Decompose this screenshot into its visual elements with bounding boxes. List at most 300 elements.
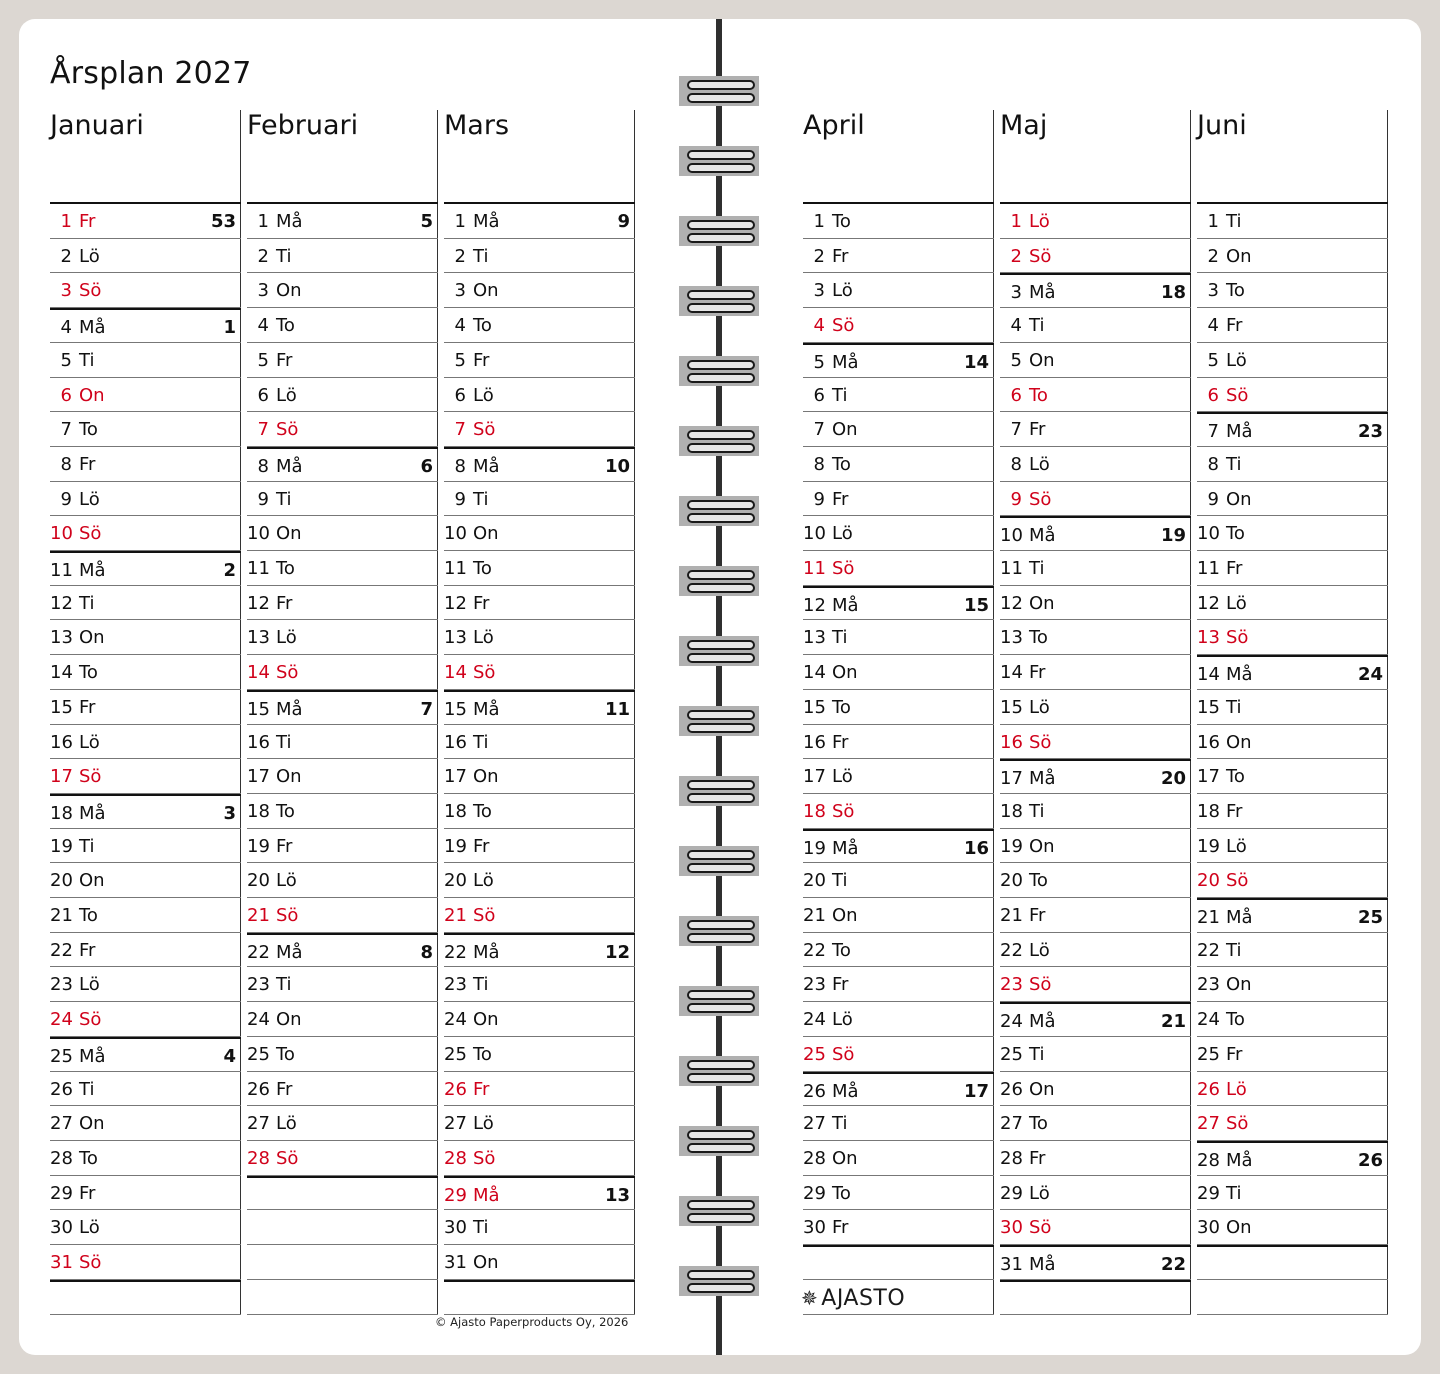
day-list: [50, 204, 241, 1315]
weekday-name: Må: [79, 317, 106, 339]
day-row: [444, 273, 635, 308]
day-row: [803, 655, 994, 690]
day-number: 25: [1000, 1043, 1023, 1065]
weekday-name: Fr: [79, 211, 96, 232]
day-row: [803, 725, 994, 760]
week-number: 1: [223, 317, 236, 339]
empty-row: [1197, 1245, 1388, 1280]
weekday-name: Må: [473, 1184, 500, 1206]
day-list: [1000, 204, 1191, 1315]
day-number: 27: [247, 1113, 270, 1135]
day-number: 22: [1197, 939, 1220, 961]
day-row: [444, 204, 635, 239]
weekday-name: On: [473, 523, 499, 545]
weekday-name: To: [79, 905, 98, 927]
day-number: 11: [247, 558, 270, 580]
weekday-name: Lö: [79, 245, 100, 267]
day-row: [1000, 1176, 1191, 1211]
weekday-name: Fr: [473, 349, 490, 371]
day-row: [50, 759, 241, 794]
day-number: 22: [444, 941, 467, 963]
day-row: [1000, 967, 1191, 1002]
weekday-name: Ti: [832, 627, 848, 649]
day-number: 13: [803, 627, 826, 649]
day-number: 11: [50, 560, 73, 582]
weekday-name: Ti: [79, 592, 95, 614]
day-row: [444, 551, 635, 586]
day-number: 9: [60, 488, 72, 510]
day-number: 15: [803, 696, 826, 718]
week-number: 8: [420, 941, 433, 963]
day-row: [50, 725, 241, 760]
weekday-name: Fr: [1226, 315, 1243, 337]
day-number: 27: [444, 1113, 467, 1135]
day-row: [1000, 378, 1191, 413]
day-row: [1000, 482, 1191, 517]
weekday-name: Lö: [473, 870, 494, 892]
day-number: 21: [247, 905, 270, 927]
weekday-name: Lö: [79, 731, 100, 753]
week-number: 11: [604, 698, 630, 720]
empty-row: [1000, 1280, 1191, 1315]
day-number: 8: [454, 455, 466, 477]
weekday-name: On: [473, 1009, 499, 1031]
day-row: [50, 273, 241, 308]
weekday-name: On: [1226, 488, 1252, 510]
weekday-name: Må: [276, 698, 303, 720]
day-number: 21: [803, 905, 826, 927]
weekday-name: To: [79, 1147, 98, 1169]
binding-ring: [679, 286, 759, 316]
day-number: 4: [454, 315, 466, 337]
weekday-name: Lö: [79, 974, 100, 996]
weekday-name: Fr: [79, 1182, 96, 1204]
weekday-name: Sö: [79, 766, 102, 788]
day-row: [1197, 1141, 1388, 1176]
weekday-name: Lö: [473, 1113, 494, 1135]
weekday-name: To: [1029, 870, 1048, 892]
weekday-name: Fr: [473, 835, 490, 857]
day-row: [1197, 655, 1388, 690]
day-number: 19: [444, 835, 467, 857]
day-row: [1197, 378, 1388, 413]
binding-ring: [679, 1126, 759, 1156]
day-number: 19: [1000, 835, 1023, 857]
weekday-name: Sö: [276, 419, 299, 441]
week-number: 23: [1357, 421, 1383, 443]
day-row: [1197, 794, 1388, 829]
weekday-name: Må: [1029, 1254, 1056, 1276]
day-number: 17: [247, 766, 270, 788]
day-row: [444, 1176, 635, 1211]
day-row: [444, 412, 635, 447]
day-number: 4: [1010, 315, 1022, 337]
day-row: [444, 343, 635, 378]
day-row: [803, 239, 994, 274]
empty-row: [444, 1280, 635, 1315]
day-number: 25: [803, 1043, 826, 1065]
day-row: [444, 967, 635, 1002]
day-number: 23: [1000, 974, 1023, 996]
day-number: 25: [50, 1045, 73, 1067]
day-number: 30: [803, 1217, 826, 1239]
weekday-name: Sö: [473, 1147, 496, 1169]
weekday-name: Må: [832, 837, 859, 859]
day-number: 21: [50, 905, 73, 927]
day-row: [1000, 412, 1191, 447]
binding-ring: [679, 1056, 759, 1086]
day-number: 14: [50, 662, 73, 684]
day-number: 9: [257, 488, 269, 510]
weekday-name: Sö: [79, 280, 102, 302]
day-number: 7: [454, 419, 466, 441]
day-row: [1000, 794, 1191, 829]
weekday-name: Ti: [276, 245, 292, 267]
day-number: 17: [444, 766, 467, 788]
weekday-name: Ti: [276, 974, 292, 996]
weekday-name: Lö: [832, 523, 853, 545]
binding-ring: [679, 496, 759, 526]
day-row: [803, 482, 994, 517]
empty-row: [247, 1245, 438, 1280]
day-number: 26: [247, 1078, 270, 1100]
day-row: [247, 794, 438, 829]
day-number: 28: [1197, 1149, 1220, 1171]
day-number: 18: [247, 800, 270, 822]
day-row: [803, 1037, 994, 1072]
day-number: 5: [257, 349, 269, 371]
day-number: 30: [50, 1217, 73, 1239]
day-number: 16: [50, 731, 73, 753]
day-list: [247, 204, 438, 1315]
day-number: 28: [50, 1147, 73, 1169]
fold-line-right: [1355, 1339, 1421, 1355]
weekday-name: Lö: [1029, 453, 1050, 475]
day-row: [1000, 898, 1191, 933]
day-row: [50, 1072, 241, 1107]
weekday-name: Sö: [276, 905, 299, 927]
weekday-name: Må: [473, 941, 500, 963]
day-row: [1000, 725, 1191, 760]
day-row: [1000, 586, 1191, 621]
day-number: 27: [803, 1113, 826, 1135]
weekday-name: To: [1029, 627, 1048, 649]
day-number: 29: [1197, 1182, 1220, 1204]
day-number: 2: [60, 245, 72, 267]
weekday-name: Fr: [276, 1078, 293, 1100]
weekday-name: Fr: [832, 245, 849, 267]
day-row: [444, 239, 635, 274]
day-number: 21: [1197, 907, 1220, 929]
weekday-name: Fr: [832, 974, 849, 996]
weekday-name: Ti: [79, 1078, 95, 1100]
day-number: 9: [1207, 488, 1219, 510]
weekday-name: On: [1226, 245, 1252, 267]
day-number: 22: [803, 939, 826, 961]
day-row: [444, 898, 635, 933]
weekday-name: To: [276, 315, 295, 337]
weekday-name: Fr: [1029, 905, 1046, 927]
copyright-text: © Ajasto Paperproducts Oy, 2026: [435, 1315, 629, 1329]
day-row: [1197, 586, 1388, 621]
weekday-name: Ti: [832, 1113, 848, 1135]
binding-ring: [679, 776, 759, 806]
day-row: [1197, 620, 1388, 655]
day-number: 12: [50, 592, 73, 614]
day-number: 29: [50, 1182, 73, 1204]
day-row: [1000, 933, 1191, 968]
day-number: 2: [1010, 245, 1022, 267]
day-number: 8: [813, 453, 825, 475]
day-row: [247, 863, 438, 898]
month-name: April: [803, 110, 865, 141]
day-row: [1000, 343, 1191, 378]
day-list: [803, 204, 994, 1315]
day-row: [247, 516, 438, 551]
weekday-name: On: [832, 1147, 858, 1169]
day-row: [803, 1176, 994, 1211]
weekday-name: Lö: [473, 627, 494, 649]
day-number: 12: [444, 592, 467, 614]
day-row: [444, 933, 635, 968]
day-row: [247, 933, 438, 968]
day-row: [444, 308, 635, 343]
day-row: [50, 516, 241, 551]
weekday-name: On: [79, 870, 105, 892]
day-number: 4: [60, 317, 72, 339]
day-row: [444, 1106, 635, 1141]
day-list: [1197, 204, 1388, 1315]
weekday-name: To: [832, 211, 851, 232]
weekday-name: Ti: [79, 835, 95, 857]
day-number: 1: [1010, 211, 1022, 232]
day-number: 15: [444, 698, 467, 720]
week-number: 25: [1357, 907, 1383, 929]
day-number: 7: [1207, 421, 1219, 443]
weekday-name: Lö: [1029, 1182, 1050, 1204]
day-number: 30: [1197, 1217, 1220, 1239]
day-row: [50, 967, 241, 1002]
weekday-name: Lö: [1226, 349, 1247, 371]
weekday-name: Sö: [276, 1147, 299, 1169]
day-number: 8: [60, 453, 72, 475]
weekday-name: Sö: [473, 419, 496, 441]
day-number: 9: [813, 488, 825, 510]
weekday-name: Fr: [1029, 1147, 1046, 1169]
day-row: [247, 655, 438, 690]
weekday-name: To: [832, 1182, 851, 1204]
day-number: 16: [803, 731, 826, 753]
day-row: [1197, 273, 1388, 308]
day-row: [803, 586, 994, 621]
weekday-name: Sö: [832, 800, 855, 822]
day-row: [803, 1072, 994, 1107]
weekday-name: Sö: [832, 558, 855, 580]
weekday-name: Må: [473, 455, 500, 477]
day-row: [247, 447, 438, 482]
day-number: 30: [1000, 1217, 1023, 1239]
weekday-name: Må: [1029, 282, 1056, 304]
day-number: 10: [247, 523, 270, 545]
day-row: [247, 620, 438, 655]
day-row: [803, 308, 994, 343]
weekday-name: Må: [1226, 907, 1253, 929]
day-number: 26: [1197, 1078, 1220, 1100]
day-row: [803, 863, 994, 898]
day-number: 14: [247, 662, 270, 684]
day-row: [803, 1106, 994, 1141]
week-number: 10: [604, 455, 630, 477]
day-number: 3: [813, 280, 825, 302]
day-row: [50, 863, 241, 898]
day-row: [247, 586, 438, 621]
weekday-name: On: [276, 1009, 302, 1031]
weekday-name: Fr: [832, 1217, 849, 1239]
weekday-name: On: [1029, 592, 1055, 614]
day-number: 31: [444, 1252, 467, 1274]
day-row: [1000, 620, 1191, 655]
weekday-name: On: [473, 280, 499, 302]
day-row: [444, 759, 635, 794]
day-row: [803, 759, 994, 794]
day-number: 14: [444, 662, 467, 684]
page-title: Årsplan 2027: [50, 56, 252, 91]
day-row: [50, 586, 241, 621]
day-row: [50, 1106, 241, 1141]
day-number: 1: [60, 211, 72, 232]
day-row: [1197, 1037, 1388, 1072]
day-row: [1000, 759, 1191, 794]
weekday-name: Lö: [832, 280, 853, 302]
day-number: 24: [803, 1009, 826, 1031]
day-row: [444, 482, 635, 517]
day-number: 27: [1197, 1113, 1220, 1135]
weekday-name: Sö: [1029, 245, 1052, 267]
day-number: 3: [1010, 282, 1022, 304]
weekday-name: Lö: [79, 1217, 100, 1239]
day-number: 6: [454, 384, 466, 406]
weekday-name: Fr: [473, 592, 490, 614]
day-number: 18: [1197, 800, 1220, 822]
day-number: 7: [813, 419, 825, 441]
binding-ring: [679, 566, 759, 596]
day-row: [247, 239, 438, 274]
weekday-name: To: [832, 453, 851, 475]
day-number: 7: [1010, 419, 1022, 441]
day-number: 6: [60, 384, 72, 406]
day-number: 26: [444, 1078, 467, 1100]
day-number: 16: [1000, 731, 1023, 753]
weekday-name: Sö: [1226, 384, 1249, 406]
day-number: 23: [1197, 974, 1220, 996]
weekday-name: Lö: [1226, 835, 1247, 857]
weekday-name: Ti: [1226, 939, 1242, 961]
day-number: 31: [50, 1252, 73, 1274]
day-number: 7: [257, 419, 269, 441]
day-row: [1197, 551, 1388, 586]
day-row: [50, 1210, 241, 1245]
weekday-name: On: [832, 419, 858, 441]
day-row: [803, 204, 994, 239]
day-row: [50, 482, 241, 517]
day-number: 25: [247, 1043, 270, 1065]
day-number: 12: [1197, 592, 1220, 614]
day-row: [247, 412, 438, 447]
day-number: 6: [1010, 384, 1022, 406]
day-row: [803, 412, 994, 447]
weekday-name: Ti: [276, 488, 292, 510]
empty-row: [50, 1280, 241, 1315]
day-row: [50, 204, 241, 239]
day-number: 1: [454, 211, 466, 232]
weekday-name: Fr: [79, 696, 96, 718]
weekday-name: Lö: [1029, 939, 1050, 961]
day-row: [444, 829, 635, 864]
day-number: 8: [1207, 453, 1219, 475]
day-number: 13: [50, 627, 73, 649]
weekday-name: To: [1029, 384, 1048, 406]
weekday-name: Sö: [1029, 1217, 1052, 1239]
day-number: 6: [813, 384, 825, 406]
day-row: [247, 967, 438, 1002]
day-row: [803, 343, 994, 378]
empty-row: [803, 1245, 994, 1280]
day-row: [50, 620, 241, 655]
day-row: [1197, 863, 1388, 898]
day-number: 28: [444, 1147, 467, 1169]
day-number: 19: [50, 835, 73, 857]
day-row: [444, 620, 635, 655]
day-row: [1197, 1106, 1388, 1141]
day-row: [444, 1210, 635, 1245]
day-row: [1197, 1072, 1388, 1107]
day-row: [50, 239, 241, 274]
day-number: 9: [1010, 488, 1022, 510]
binding-ring: [679, 146, 759, 176]
weekday-name: Lö: [276, 627, 297, 649]
day-number: 29: [1000, 1182, 1023, 1204]
day-row: [247, 898, 438, 933]
month-name: Mars: [444, 110, 510, 141]
weekday-name: To: [1226, 280, 1245, 302]
day-row: [803, 690, 994, 725]
day-row: [1197, 898, 1388, 933]
day-row: [50, 898, 241, 933]
weekday-name: Ti: [473, 488, 489, 510]
weekday-name: To: [276, 558, 295, 580]
day-number: 18: [1000, 800, 1023, 822]
day-number: 10: [444, 523, 467, 545]
day-number: 4: [257, 315, 269, 337]
day-number: 22: [1000, 939, 1023, 961]
week-number: 13: [604, 1184, 630, 1206]
weekday-name: Må: [832, 1080, 859, 1102]
weekday-name: Sö: [79, 523, 102, 545]
empty-row: [247, 1280, 438, 1315]
week-number: 4: [223, 1045, 236, 1067]
day-row: [1197, 1176, 1388, 1211]
weekday-name: Ti: [1029, 315, 1045, 337]
day-row: [803, 273, 994, 308]
binding-ring: [679, 706, 759, 736]
day-row: [247, 308, 438, 343]
day-row: [50, 933, 241, 968]
day-row: [1197, 308, 1388, 343]
week-number: 19: [1160, 525, 1186, 547]
day-number: 10: [1197, 523, 1220, 545]
day-row: [1000, 1037, 1191, 1072]
weekday-name: Ti: [1029, 558, 1045, 580]
